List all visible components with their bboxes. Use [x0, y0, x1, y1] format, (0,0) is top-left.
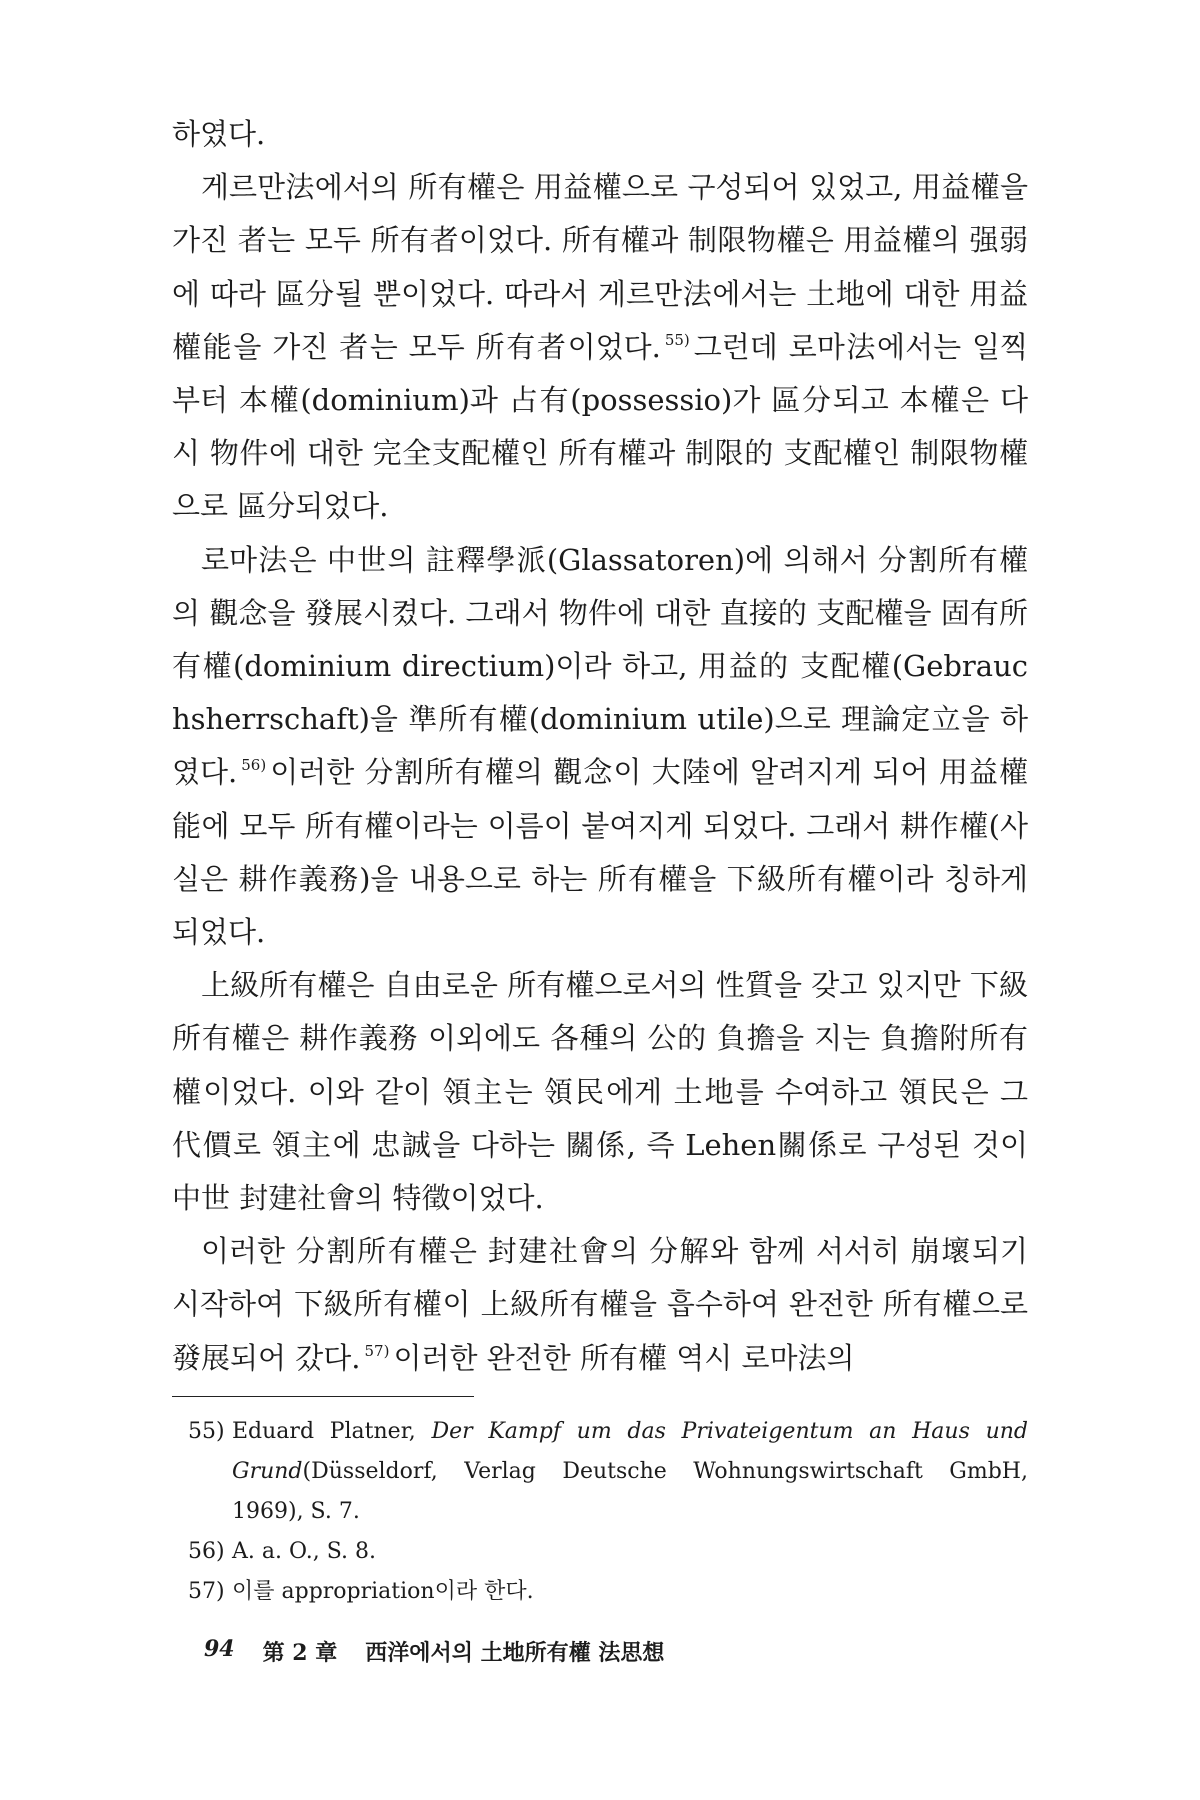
paragraph-text: 하였다. — [172, 117, 266, 151]
footnote-number: 55) — [188, 1419, 225, 1444]
paragraph-text-after: 이러한 완전한 所有權 역시 로마法의 — [393, 1340, 855, 1375]
footnote-book-title: Der Kampf um das Privateigentum an Haus und Grund — [232, 1419, 1028, 1484]
paragraph-roman-law — [172, 534, 1028, 960]
footnote-divider — [172, 1396, 474, 1397]
footnote-56 — [188, 1532, 1028, 1572]
footnote-text — [232, 1412, 1028, 1532]
footnote-number: 56) — [188, 1539, 225, 1564]
paragraph-text: 게르만法에서의 所有權은 用益權으로 구성되어 있었고, 用益權을 가진 者는 모두 所有者이었다. 所有權과 制限物權은 用益權의 强弱에 따라 區分될 뿐이었다. 따라서 게르만法에서는 土地에 대한 用益權能을 가진 者는 모두 所有者이었다. — [172, 170, 1028, 364]
page-number: 94 — [204, 1636, 235, 1662]
footnote-number: 57) — [188, 1579, 225, 1604]
footnote-text: A. a. O., S. 8. — [232, 1539, 376, 1564]
paragraph-germanic-law — [172, 161, 1028, 533]
paragraph-text: 이러한 分割所有權은 封建社會의 分解와 함께 서서히 崩壞되기 시작하여 下級所有權이 上級所有權을 흡수하여 완전한 所有權으로 發展되어 갔다. — [172, 1234, 1028, 1375]
page-footer — [204, 1636, 664, 1667]
footnote-publication: (Düsseldorf, Verlag Deutsche Wohnungswirtschaft GmbH, 1969), S. 7. — [232, 1459, 1028, 1524]
paragraph-text: 上級所有權은 自由로운 所有權으로서의 性質을 갖고 있지만 下級所有權은 耕作義務 이외에도 各種의 公的 負擔을 지는 負擔附所有權이었다. 이와 같이 領主는 領民에게 土地를 수여하고 領民은 그 代價로 領主에 忠誠을 다하는 關係, 즉 Lehen關係로 구성된 것이 中世 封建社會의 特徵이었다. — [172, 968, 1028, 1216]
chapter-label: 第 2 章 — [262, 1640, 338, 1666]
footnote-55 — [188, 1412, 1028, 1532]
footnote-ref-55: 55) — [664, 330, 690, 349]
footnote-ref-57: 57) — [364, 1341, 390, 1360]
footnote-text: 이를 appropriation이라 한다. — [232, 1579, 534, 1604]
paragraph-upper-ownership — [172, 959, 1028, 1225]
paragraph-divided-ownership — [172, 1225, 1028, 1385]
body-text — [172, 108, 1028, 1385]
paragraph-text: 로마法은 中世의 註釋學派(Glassatoren)에 의해서 分割所有權의 觀念을 發展시켰다. 그래서 物件에 대한 直接的 支配權을 固有所有權(dominium directium)이라 하고, 用益的 支配權(Gebrauchsherrschaft)을 準所有權(dominium utile)으로 理論定立을 하였다. — [172, 542, 1028, 790]
paragraph-text-after: 이러한 分割所有權의 觀念이 大陸에 알려지게 되어 用益權能에 모두 所有權이라는 이름이 붙여지게 되었다. 그래서 耕作權(사실은 耕作義務)을 내용으로 하는 所有權을 下級所有權이라 칭하게 되었다. — [172, 755, 1028, 950]
paragraph-continuation — [172, 108, 1028, 161]
footnotes — [188, 1412, 1028, 1612]
footnote-57 — [188, 1572, 1028, 1612]
paragraph-text-after: 그런데 로마法에서는 일찍부터 本權(dominium)과 占有(possessio)가 區分되고 本權은 다시 物件에 대한 完全支配權인 所有權과 制限的 支配權인 制限物權으로 區分되었다. — [172, 329, 1029, 524]
footnote-ref-56: 56) — [241, 756, 267, 775]
footnote-author: Eduard Platner, — [232, 1419, 416, 1444]
chapter-title: 西洋에서의 土地所有權 法思想 — [365, 1640, 665, 1666]
